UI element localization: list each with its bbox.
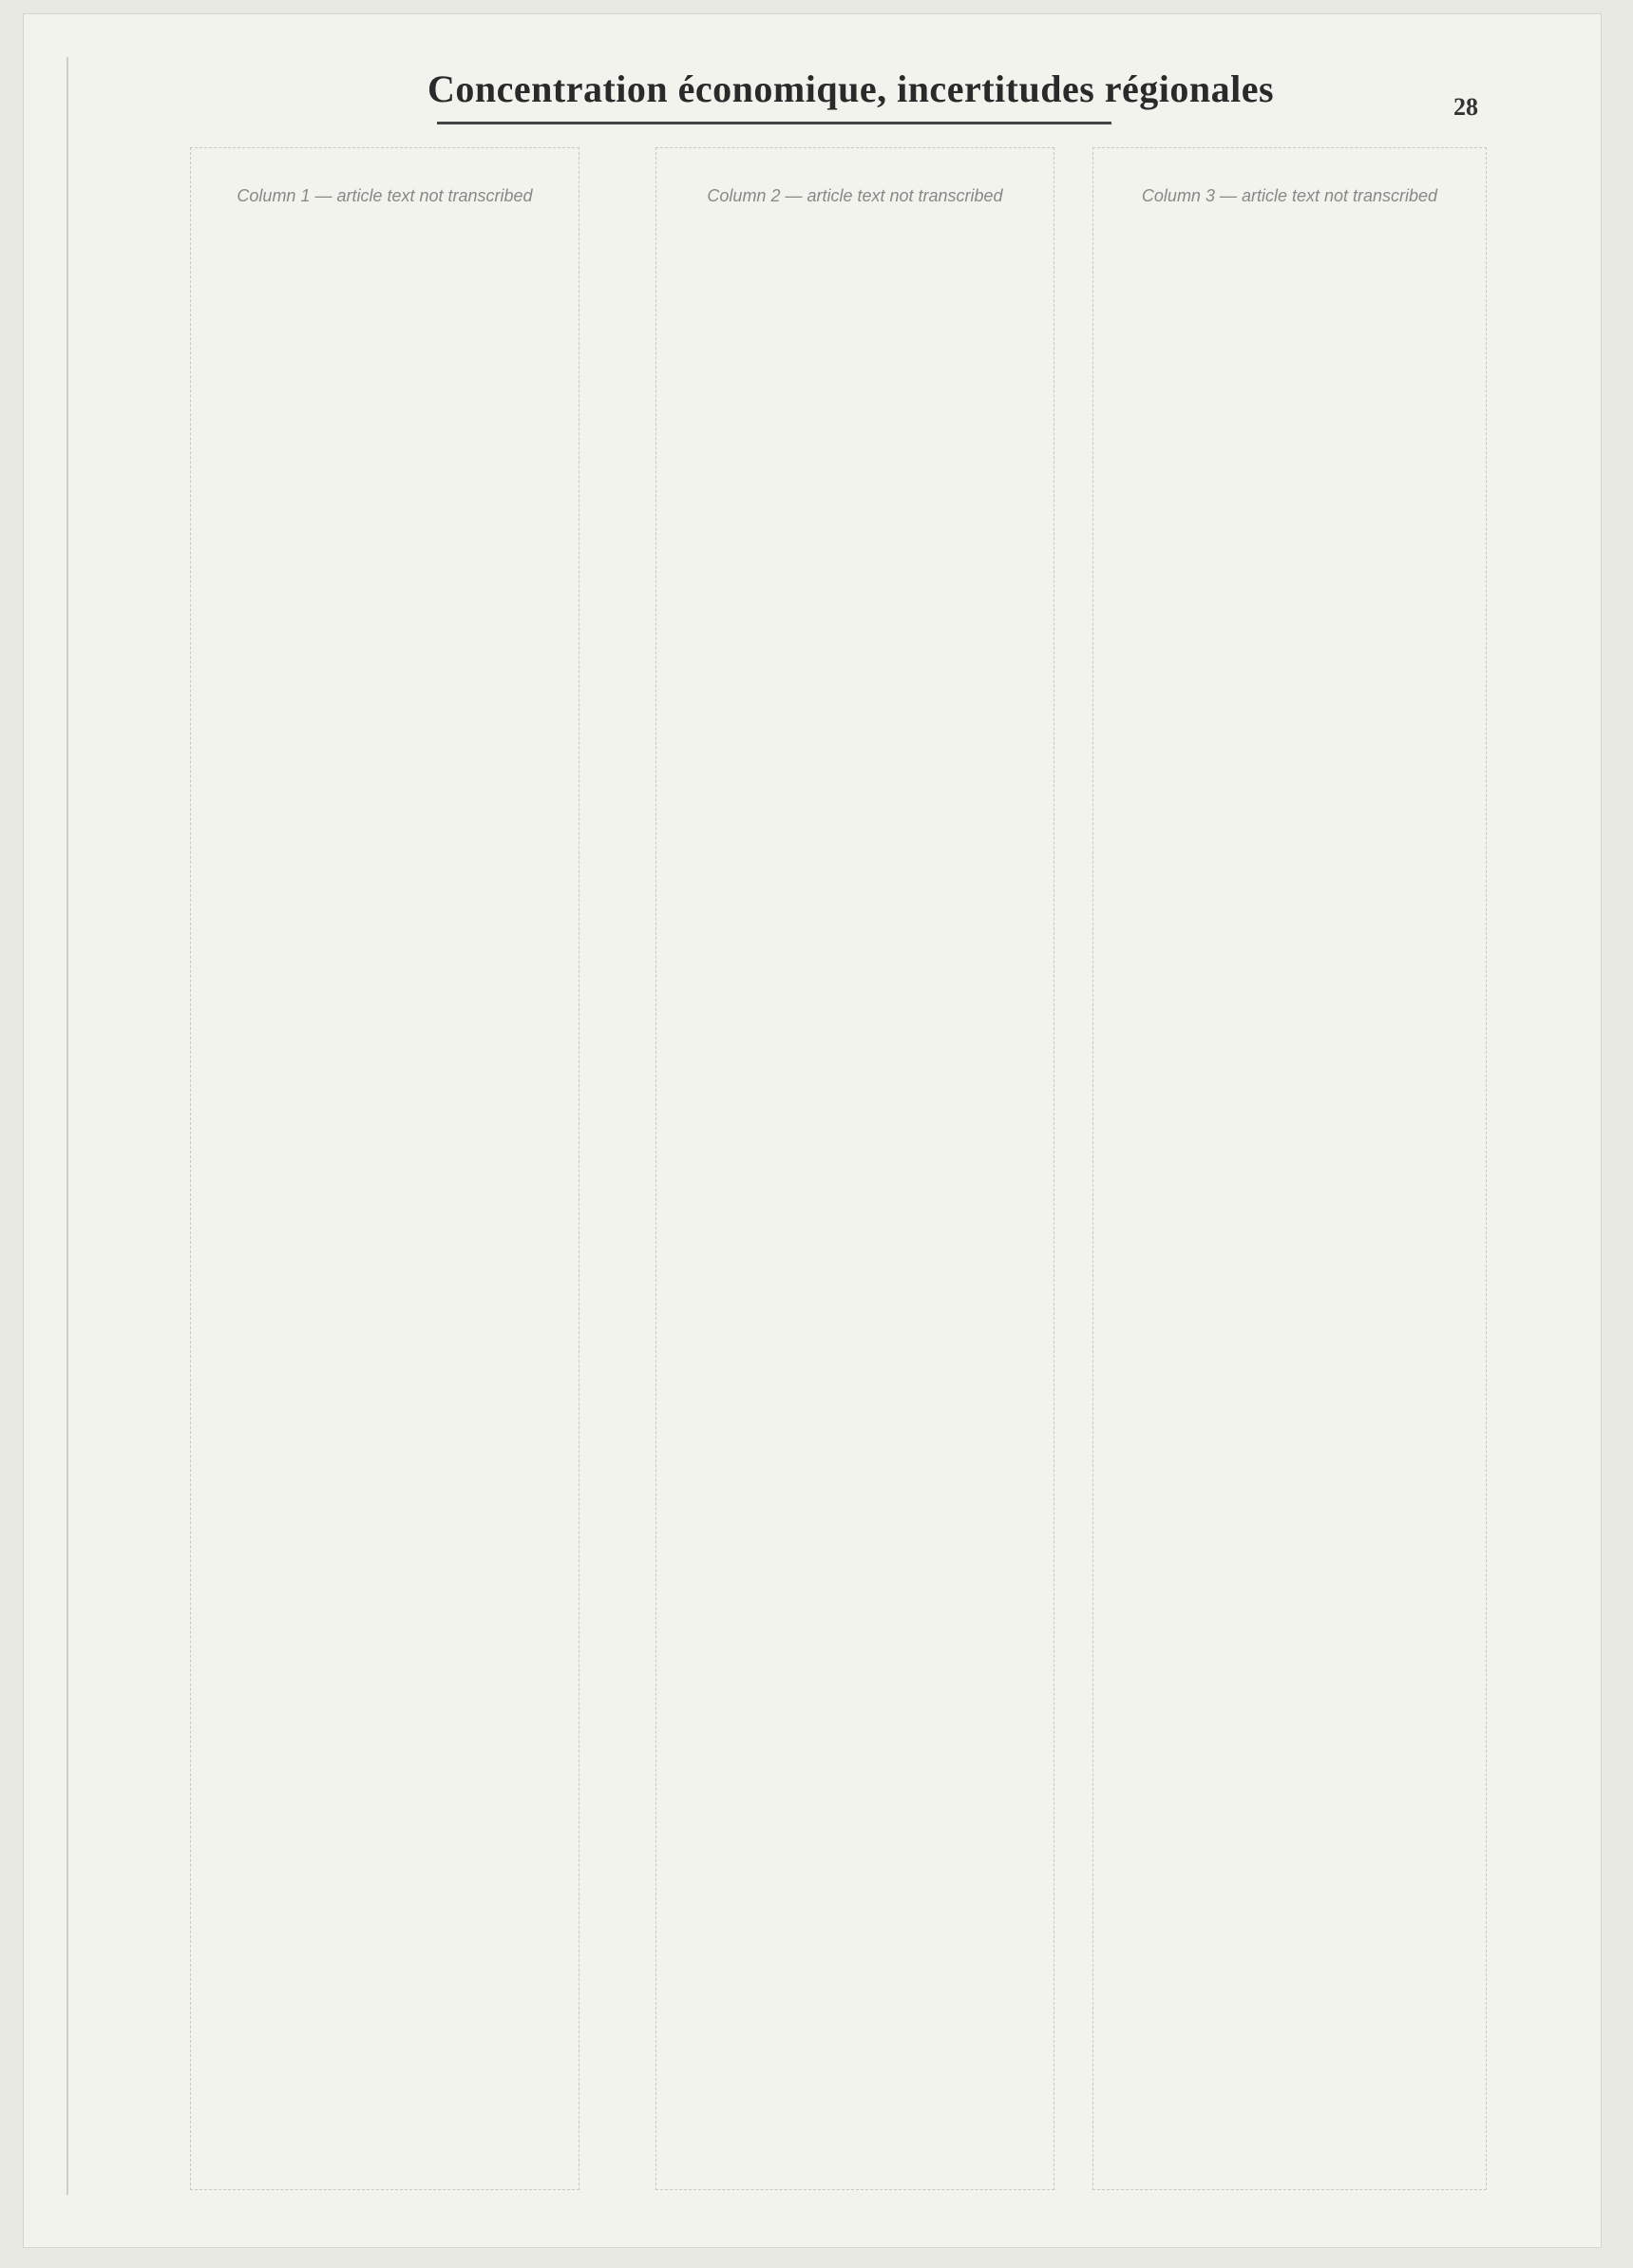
article-column-3: Column 3 — article text not transcribed [1092,147,1487,2190]
article-column-2: Column 2 — article text not transcribed [655,147,1054,2190]
title-underline [437,122,1111,124]
page-number: 28 [1453,93,1478,121]
page-title: Concentration économique, incertitudes régionales [427,67,1275,110]
article-column-1: Column 1 — article text not transcribed [190,147,579,2190]
margin-rule [66,57,68,2195]
